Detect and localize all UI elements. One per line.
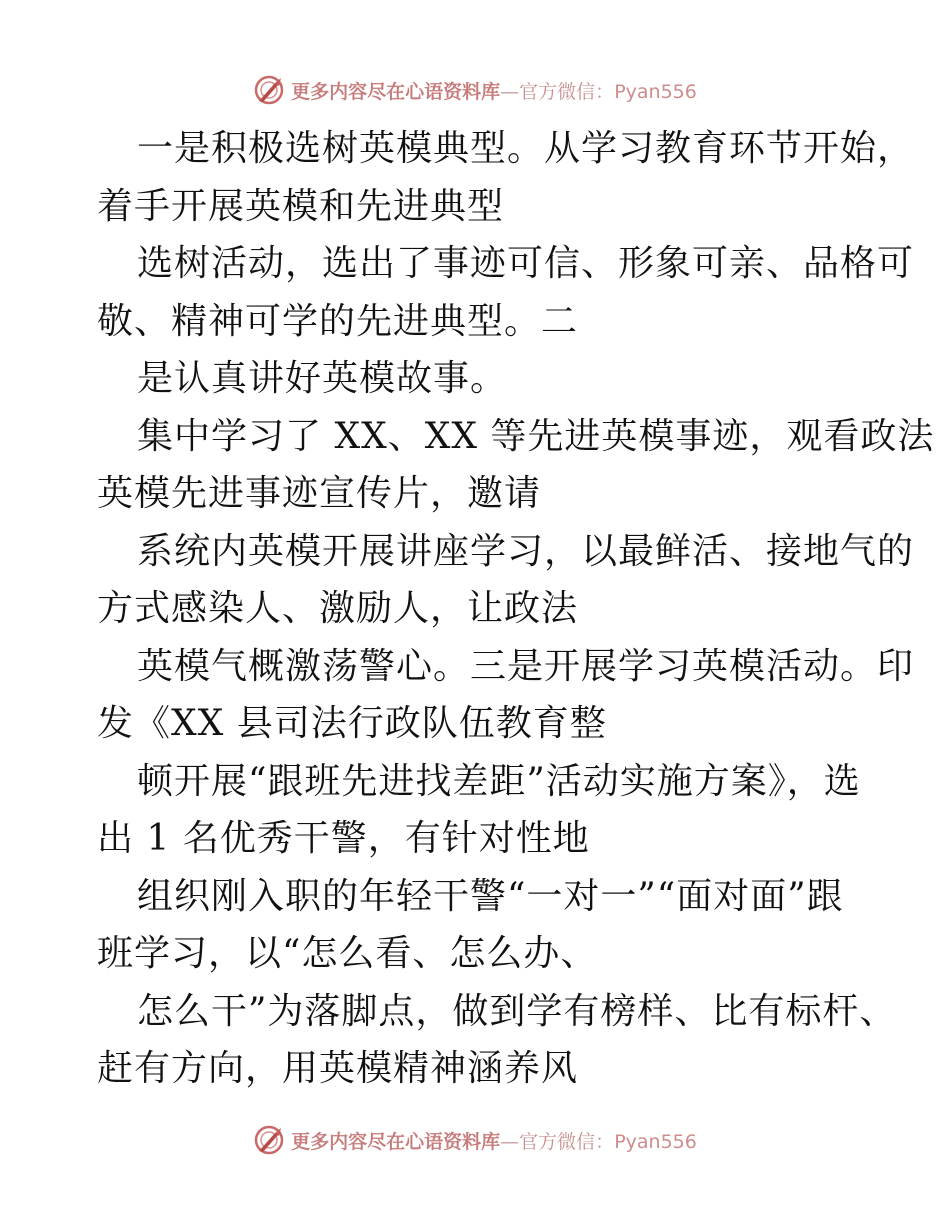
quill-logo-icon bbox=[253, 74, 285, 106]
text-line: 着手开展英模和先进典型 bbox=[97, 185, 505, 227]
text-line: 选树活动，选出了事迹可信、形象可亲、品格可 bbox=[137, 243, 915, 284]
text-line: 英模气概激荡警心。三是开展学习英模活动。印 bbox=[137, 645, 915, 687]
watermark-brand: 更多内容尽在心语资料库 bbox=[291, 80, 501, 103]
text-line: 敬、精神可学的先进典型。二 bbox=[97, 300, 579, 342]
document-body bbox=[97, 120, 935, 1098]
text-line: 英模先进事迹宣传片，邀请 bbox=[97, 473, 542, 514]
watermark-text bbox=[291, 1127, 697, 1154]
text-line: 方式感染人、激励人，让政法 bbox=[97, 588, 579, 629]
text-line: 集中学习了 XX、XX 等先进英模事迹，观看政法 bbox=[137, 415, 935, 457]
watermark-separator: — bbox=[500, 1130, 520, 1153]
quill-logo-icon bbox=[253, 1124, 285, 1156]
text-line: 赶有方向，用英模精神涵养风 bbox=[97, 1048, 579, 1089]
watermark-wechat-id: Pyan556 bbox=[614, 1130, 697, 1153]
watermark-text bbox=[291, 77, 697, 104]
watermark-official-label: 官方微信： bbox=[519, 1130, 615, 1153]
text-line: 顿开展“跟班先进找差距”活动实施方案》，选 bbox=[137, 760, 861, 802]
text-line: 班学习，以“怎么看、怎么办、 bbox=[97, 933, 598, 974]
text-line: 一是积极选树英模典型。从学习教育环节开始， bbox=[137, 128, 915, 169]
text-line: 发《XX 县司法行政队伍教育整 bbox=[97, 703, 607, 744]
text-line: 怎么干”为落脚点，做到学有榜样、比有标杆、 bbox=[137, 990, 897, 1032]
watermark-wechat-id: Pyan556 bbox=[614, 80, 697, 103]
footer-watermark bbox=[0, 1120, 950, 1160]
text-line: 组织刚入职的年轻干警“一对一”“面对面”跟 bbox=[137, 875, 844, 917]
header-watermark bbox=[0, 70, 950, 110]
text-line: 系统内英模开展讲座学习，以最鲜活、接地气的 bbox=[137, 530, 915, 572]
watermark-brand: 更多内容尽在心语资料库 bbox=[291, 1130, 501, 1153]
text-line: 出 1 名优秀干警，有针对性地 bbox=[97, 818, 590, 859]
text-line: 是认真讲好英模故事。 bbox=[137, 358, 508, 399]
watermark-separator: — bbox=[500, 80, 520, 103]
watermark-official-label: 官方微信： bbox=[519, 80, 615, 103]
